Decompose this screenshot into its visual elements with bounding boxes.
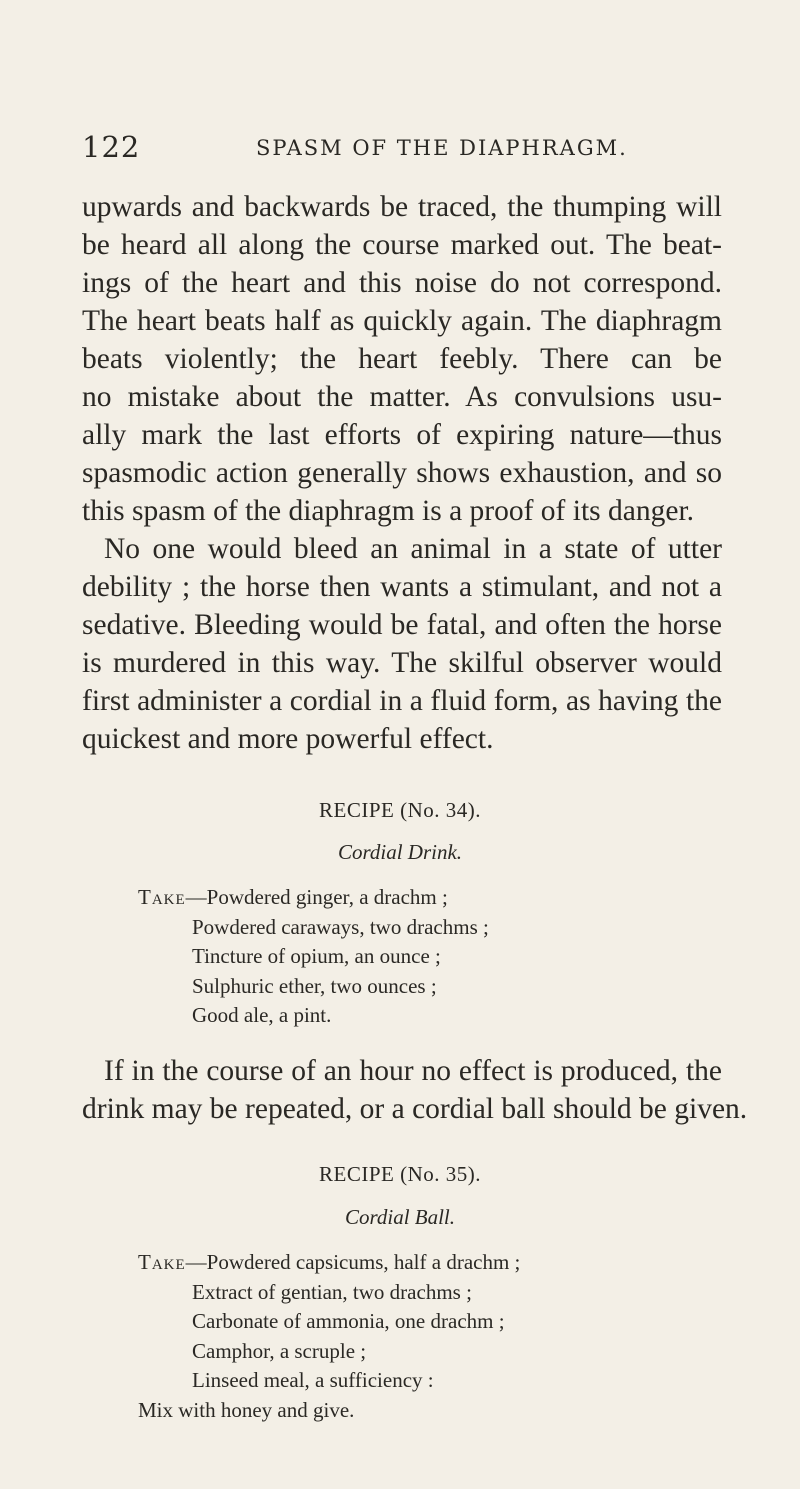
- text-line: first administer a cordial in a fluid form, as having the: [82, 685, 722, 717]
- ingredient-item: Powdered caraways, two drachms ;: [192, 914, 489, 939]
- ingredient-item: [138, 1248, 698, 1278]
- ingredient-item: Carbonate of ammonia, one drachm ;: [192, 1309, 505, 1333]
- recipe-35-name: Cordial Ball.: [344, 1205, 456, 1229]
- text-line: upwards and backwards be traced, the thumping will: [82, 191, 722, 223]
- paragraph-2: [82, 530, 722, 758]
- paragraph-1: [82, 188, 722, 530]
- text-line: spasmodic action generally shows exhaustion, and so: [82, 457, 722, 489]
- text-line: The heart beats half as quickly again. The diaphragm: [82, 305, 722, 337]
- ingredient-item: Tincture of opium, an ounce ;: [192, 944, 441, 968]
- recipe-35-heading: RECIPE (No. 35).: [319, 1162, 481, 1186]
- text-line: beats violently; the heart feebly. There can be: [82, 343, 722, 375]
- ingredient-text: —Powdered capsicums, half a drachm ;: [185, 1250, 521, 1274]
- text-line: be heard all along the course marked out. The beat-: [82, 229, 722, 261]
- page-header: [82, 130, 722, 170]
- text-line: debility ; the horse then wants a stimulant, and not a: [82, 571, 722, 603]
- text-line: quickest and more powerful effect.: [82, 723, 494, 755]
- ingredient-item: Camphor, a scruple ;: [192, 1338, 367, 1363]
- recipe-35-instruction: Mix with honey and give.: [138, 1398, 355, 1422]
- recipe-34-name: Cordial Drink.: [337, 840, 463, 864]
- take-label: Take: [138, 885, 186, 909]
- text-line: ally mark the last efforts of expiring nature—thus: [82, 419, 722, 451]
- text-line: If in the course of an hour no effect is produced, the: [104, 1055, 722, 1087]
- ingredient-item: Sulphuric ether, two ounces ;: [192, 973, 437, 998]
- text-line: this spasm of the diaphragm is a proof of its danger.: [82, 495, 695, 527]
- text-line: no mistake about the matter. As convulsions usu-: [82, 381, 722, 413]
- text-line: ings of the heart and this noise do not correspond.: [82, 267, 722, 299]
- text-line: is murdered in this way. The skilful observer would: [82, 647, 722, 679]
- page-number: 122: [82, 130, 141, 164]
- text-line: sedative. Bleeding would be fatal, and often the horse: [82, 609, 722, 641]
- ingredient-item: Extract of gentian, two drachms ;: [192, 1279, 472, 1304]
- take-label: Take: [138, 1250, 186, 1274]
- text-line: drink may be repeated, or a cordial ball should be given.: [82, 1093, 748, 1125]
- recipe-34-ingredients: [138, 883, 698, 1031]
- ingredient-item: [138, 883, 698, 913]
- running-title: SPASM OF THE DIAPHRAGM.: [256, 136, 628, 160]
- recipe-34-heading: RECIPE (No. 34).: [319, 798, 481, 822]
- text-line: No one would bleed an animal in a state of utter: [104, 533, 722, 565]
- recipe-35-ingredients: [138, 1248, 698, 1396]
- paragraph-3: [82, 1052, 748, 1128]
- ingredient-item: Good ale, a pint.: [192, 1003, 332, 1027]
- ingredient-text: —Powdered ginger, a drachm ;: [185, 885, 448, 909]
- ingredient-item: Linseed meal, a sufficiency :: [192, 1368, 434, 1392]
